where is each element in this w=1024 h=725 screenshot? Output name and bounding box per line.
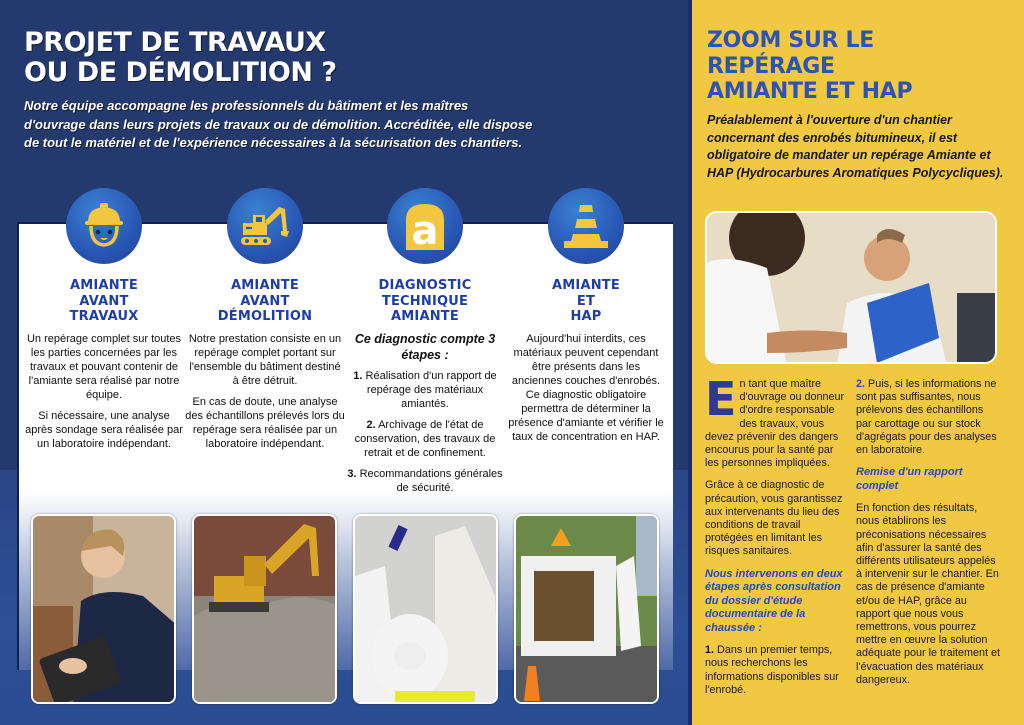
title-line: AMIANTE bbox=[70, 278, 138, 293]
excavator-icon bbox=[227, 188, 303, 264]
lead-text: Ce diagnostic compte 3 étapes : bbox=[354, 332, 496, 362]
column-body-3 bbox=[345, 331, 505, 502]
title-line: AVANT bbox=[79, 293, 129, 309]
hard-hat-worker-icon bbox=[66, 188, 142, 264]
title-line: DÉMOLITION bbox=[217, 309, 313, 324]
zoom-title bbox=[707, 28, 1007, 105]
consultation-meeting-photo bbox=[705, 211, 997, 364]
step-number: 1. bbox=[353, 370, 363, 382]
right-column-1 bbox=[705, 372, 850, 706]
intro-text bbox=[24, 97, 624, 153]
paragraph: Aujourd'hui interdits, ces matériaux peuvent cependant être présents dans les anciennes couches d'enrobés. Ce diagnostic obligatoire permettra de déterminer la présence d'amiante et vérifier le taux de concentration en HAP. bbox=[508, 333, 664, 443]
step-2 bbox=[345, 418, 505, 460]
intro-line: de tout le matériel et de l'expérience nécessaires à la sécurisation des chantiers. bbox=[24, 135, 523, 150]
zoom-intro: Préalablement à l'ouverture d'un chantier concernant des enrobés bitumineux, il est obligatoire de mandater un repérage Amiante et HAP (Hydrocarbures Aromatiques Polycycliques). bbox=[707, 113, 1004, 180]
column-title-amiante-et-hap bbox=[506, 278, 666, 325]
letter-a-badge-icon bbox=[387, 188, 463, 264]
title-line: AMIANTE bbox=[391, 309, 459, 324]
intro-line: Notre équipe accompagne les professionnels du bâtiment et les maîtres bbox=[24, 98, 469, 113]
title-line: ZOOM SUR LE bbox=[707, 28, 874, 53]
column-title-amiante-avant-travaux bbox=[24, 278, 184, 325]
step-2 bbox=[856, 378, 1001, 457]
title-line: ET bbox=[576, 293, 596, 309]
page-divider bbox=[688, 0, 692, 725]
title-line: REPÉRAGE bbox=[707, 53, 835, 79]
step-number: 2. bbox=[856, 378, 866, 390]
paragraph: En fonction des résultats, nous établirons les préconisations nécessaires afin d'assurer la santé des différents utilisateurs appelés à intervenir sur le chantier. En cas de présence d'amiante et/ou de HAP, grâce au rapport que nous vous remettrons, vous pourrez mettre en œuvre la solution adéquate pour le traitement et l'évacuation des matériaux dangereux. bbox=[856, 502, 1001, 686]
road-core-sampling-van-photo bbox=[514, 514, 659, 704]
step-text: Puis, si les informations ne sont pas suffisantes, nous prélevons des échantillons par carottage ou sur stock d'agrégats pour des analyses en laboratoire. bbox=[856, 378, 997, 457]
paragraph: Notre prestation consiste en un repérage complet portant sur l'ensemble du bâtiment destiné à être détruit. bbox=[188, 333, 342, 387]
title-line: TECHNIQUE bbox=[381, 293, 469, 309]
title-line: TRAVAUX bbox=[69, 309, 139, 324]
title-line-2: OU DE DÉMOLITION ? bbox=[24, 57, 337, 88]
traffic-cone-icon bbox=[548, 188, 624, 264]
intro-paragraph bbox=[705, 372, 850, 470]
paragraph: En cas de doute, une analyse des échantillons prélevés lors du repérage sera réalisée par un laboratoire indépendant. bbox=[185, 396, 345, 450]
protective-suit-inspection-photo bbox=[353, 514, 498, 704]
step-3 bbox=[345, 467, 505, 495]
column-body-2 bbox=[185, 332, 345, 458]
title-line: AMIANTE bbox=[231, 278, 299, 293]
title-line: AVANT bbox=[240, 293, 290, 309]
main-title bbox=[24, 28, 624, 88]
step-text: Réalisation d'un rapport de repérage des matériaux amiantés. bbox=[365, 370, 497, 410]
step-1 bbox=[345, 369, 505, 411]
column-body-1 bbox=[24, 332, 184, 458]
technician-with-tablet-photo bbox=[31, 514, 176, 704]
subheading: Remise d'un rapport complet bbox=[856, 466, 963, 492]
excavator-demolition-photo bbox=[192, 514, 337, 704]
paragraph: Si nécessaire, une analyse après sondage sera réalisée par un laboratoire indépendant. bbox=[25, 410, 183, 450]
paragraph: Grâce à ce diagnostic de précaution, vous garantissez aux intervenants du lieu des conditions de travail protégées en limitant les risques sanitaires. bbox=[705, 479, 843, 558]
step-number: 2. bbox=[366, 419, 376, 431]
step-text: Recommandations générales de sécurité. bbox=[359, 468, 503, 494]
step-1 bbox=[705, 644, 850, 697]
title-line: HAP bbox=[570, 309, 602, 324]
title-line: AMIANTE ET HAP bbox=[707, 79, 913, 104]
column-body-4 bbox=[506, 332, 666, 451]
column-title-amiante-avant-demolition bbox=[185, 278, 345, 325]
drop-cap: E bbox=[705, 372, 737, 426]
paragraph: Un repérage complet sur toutes les parties concernées par les travaux et pouvant contenir de l'amiante sera réalisé par notre équipe. bbox=[26, 333, 182, 401]
step-text: Archivage de l'état de conservation, des travaux de retrait et de confinement. bbox=[354, 419, 496, 459]
title-line: AMIANTE bbox=[552, 278, 620, 293]
step-text: Dans un premier temps, nous recherchons les informations disponibles sur l'enrobé. bbox=[705, 644, 839, 696]
column-title-diagnostic-technique bbox=[345, 278, 505, 325]
step-number: 3. bbox=[347, 468, 357, 480]
intro-line: d'ouvrage dans leurs projets de travaux ou de démolition. Accréditée, elle dispose bbox=[24, 116, 533, 132]
title-line-1: PROJET DE TRAVAUX bbox=[24, 27, 326, 58]
right-column-2 bbox=[856, 378, 1001, 696]
svg-text:a: a bbox=[411, 208, 439, 252]
paragraph-text: n tant que maître d'ouvrage ou donneur d'ordre responsable des travaux, vous devez prévenir des dangers encourus pour la santé par les personnes impliquées. bbox=[705, 378, 845, 470]
right-page bbox=[688, 0, 1024, 725]
subheading: Nous intervenons en deux étapes après consultation du dossier d'étude documentaire de la chaussée : bbox=[705, 567, 843, 634]
step-number: 1. bbox=[705, 644, 715, 657]
title-line: DIAGNOSTIC bbox=[378, 278, 472, 293]
